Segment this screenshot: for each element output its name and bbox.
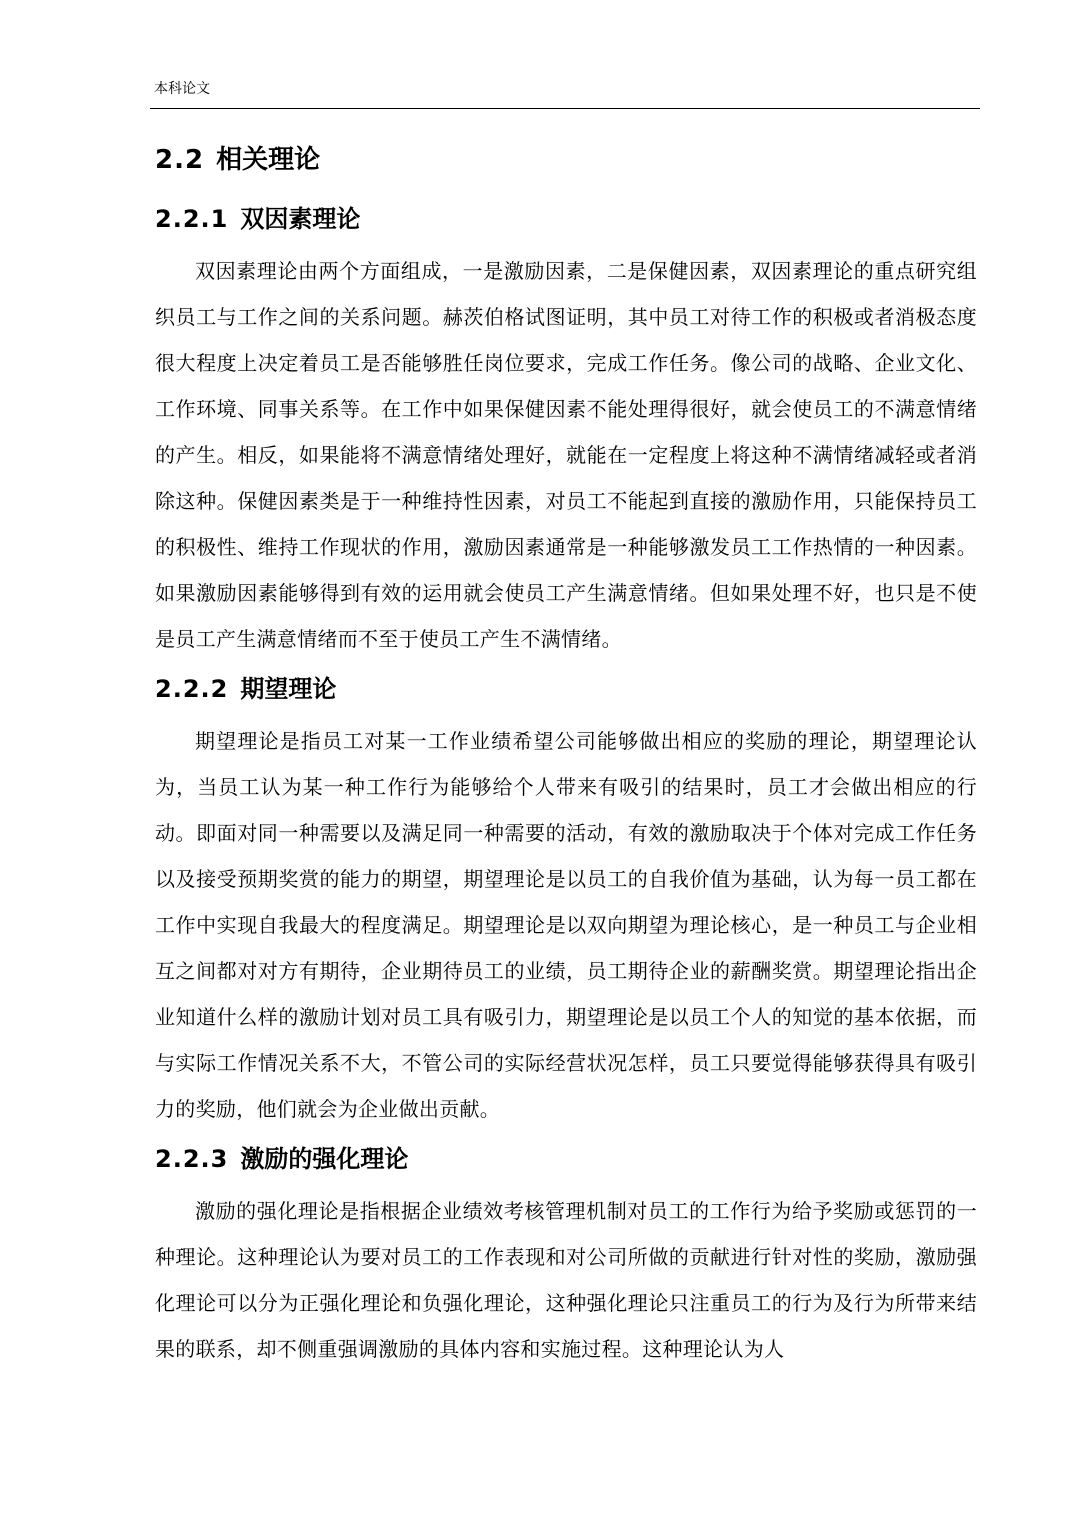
- subsection-number: 2.2.1: [155, 205, 229, 233]
- subsection-title: 双因素理论: [240, 205, 361, 233]
- subsection-title: 激励的强化理论: [240, 1145, 409, 1173]
- section-heading: [155, 138, 977, 182]
- body-paragraph: 期望理论是指员工对某一工作业绩希望公司能够做出相应的奖励的理论，期望理论认为，当员工认为某一种工作行为能够给个人带来有吸引的结果时，员工才会做出相应的行动。即面对同一种需要以及满足同一种需要的活动，有效的激励取决于个体对完成工作任务以及接受预期奖赏的能力的期望，期望理论是以员工的自我价值为基础，认为每一员工都在工作中实现自我最大的程度满足。期望理论是以双向期望为理论核心，是一种员工与企业相互之间都对对方有期待，企业期待员工的业绩，员工期待企业的薪酬奖赏。期望理论指出企业知道什么样的激励计划对员工具有吸引力，期望理论是以员工个人的知觉的基本依据，而与实际工作情况关系不大，不管公司的实际经营状况怎样，员工只要觉得能够获得具有吸引力的奖励，他们就会为企业做出贡献。: [155, 729, 977, 1121]
- section-number: 2.2: [155, 145, 205, 175]
- subsection-number: 2.2.2: [155, 675, 229, 703]
- subsection-title: 期望理论: [240, 675, 337, 703]
- subsection-heading-2: [155, 668, 977, 710]
- body-paragraph: 双因素理论由两个方面组成，一是激励因素，二是保健因素，双因素理论的重点研究组织员工与工作之间的关系问题。赫茨伯格试图证明，其中员工对待工作的积极或者消极态度很大程度上决定着员工是否能够胜任岗位要求，完成工作任务。像公司的战略、企业文化、工作环境、同事关系等。在工作中如果保健因素不能处理得很好，就会使员工的不满意情绪的产生。相反，如果能将不满意情绪处理好，就能在一定程度上将这种不满情绪减轻或者消除这种。保健因素类是于一种维持性因素，对员工不能起到直接的激励作用，只能保持员工的积极性、维持工作现状的作用，激励因素通常是一种能够激发员工工作热情的一种因素。如果激励因素能够得到有效的运用就会使员工产生满意情绪。但如果处理不好，也只是不使是员工产生满意情绪而不至于使员工产生不满情绪。: [155, 259, 977, 651]
- page-body: [155, 138, 977, 1372]
- running-header: 本科论文: [154, 81, 210, 97]
- body-paragraph: 激励的强化理论是指根据企业绩效考核管理机制对员工的工作行为给予奖励或惩罚的一种理论。这种理论认为要对员工的工作表现和对公司所做的贡献进行针对性的奖励，激励强化理论可以分为正强化理论和负强化理论，这种强化理论只注重员工的行为及行为所带来结果的联系，却不侧重强调激励的具体内容和实施过程。这种理论认为人: [155, 1199, 977, 1361]
- section-title: 相关理论: [216, 145, 321, 175]
- subsection-heading-1: [155, 198, 977, 240]
- subsection-heading-3: [155, 1138, 977, 1180]
- subsection-number: 2.2.3: [155, 1145, 229, 1173]
- header-rule: [150, 108, 980, 109]
